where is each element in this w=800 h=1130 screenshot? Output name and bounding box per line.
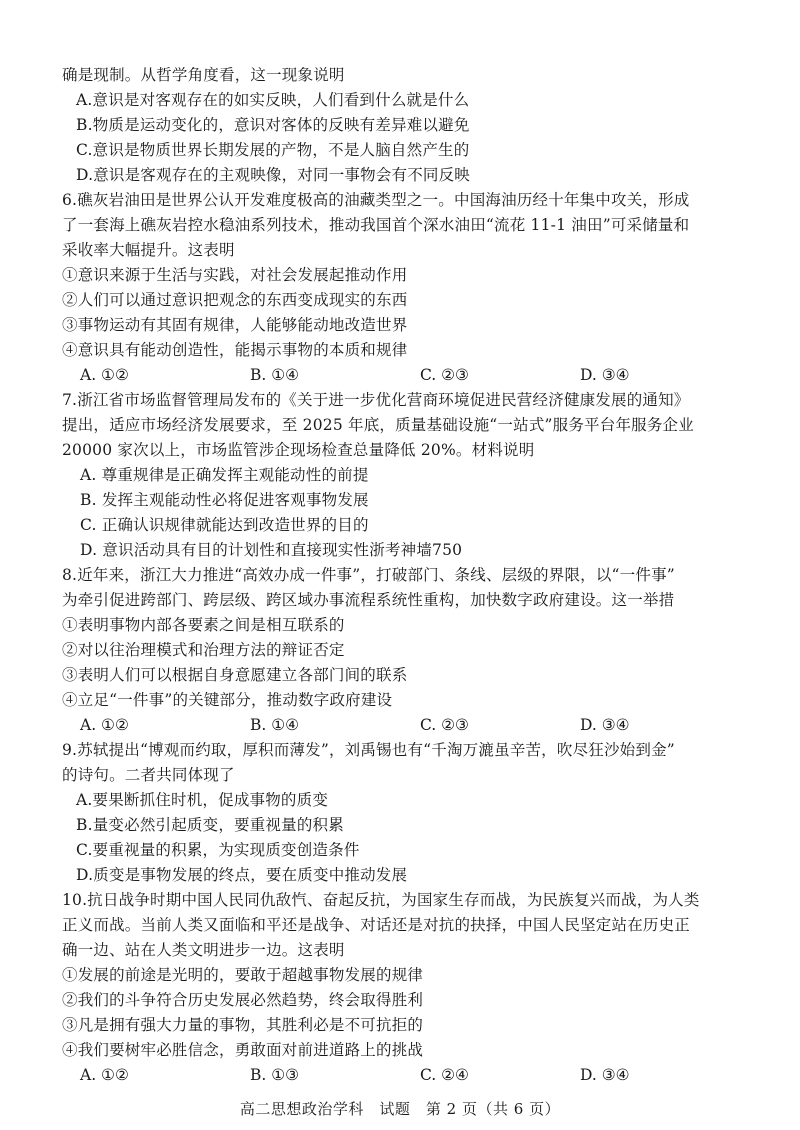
- q9-option-b: B.量变必然引起质变，要重视量的积累: [76, 816, 344, 834]
- q6-item-4: ④意识具有能动创造性，能揭示事物的本质和规律: [62, 341, 408, 359]
- q10-item-1: ①发展的前途是光明的，要敢于超越事物发展的规律: [62, 966, 424, 984]
- q9-option-a: A.要果断抓住时机，促成事物的质变: [76, 791, 329, 809]
- q8-stem-line-2: 为牵引促进跨部门、跨层级、跨区域办事流程系统性重构，加快数字政府建设。这一举措: [62, 591, 675, 609]
- q5-option-a: A.意识是对客观存在的如实反映，人们看到什么就是什么: [76, 91, 470, 109]
- q6-choice-c: C. ②③: [420, 366, 469, 384]
- q10-item-3: ③凡是拥有强大力量的事物，其胜利必是不可抗拒的: [62, 1016, 424, 1034]
- q6-choice-a: A. ①②: [80, 366, 129, 384]
- q6-item-1: ①意识来源于生活与实践，对社会发展起推动作用: [62, 266, 408, 284]
- q8-choice-c: C. ②③: [420, 716, 469, 734]
- q7-option-b: B. 发挥主观能动性必将促进客观事物发展: [80, 491, 369, 509]
- q8-choice-a: A. ①②: [80, 716, 129, 734]
- q7-option-d: D. 意识活动具有目的计划性和直接现实性浙考神墙750: [80, 541, 463, 559]
- q7-stem-line-3: 20000 家次以上，市场监管涉企现场检查总量降低 20%。材料说明: [62, 441, 535, 459]
- q5-stem-continuation: 确是现制。从哲学角度看，这一现象说明: [62, 66, 345, 84]
- q6-choice-d: D. ③④: [580, 366, 630, 384]
- q6-stem-line-1: 6.礁灰岩油田是世界公认开发难度极高的油藏类型之一。中国海油历经十年集中攻关，形成: [62, 191, 690, 209]
- q10-choice-b: B. ①③: [250, 1066, 300, 1084]
- q9-stem-line-2: 的诗句。二者共同体现了: [62, 766, 235, 784]
- q8-item-3: ③表明人们可以根据自身意愿建立各部门间的联系: [62, 666, 408, 684]
- q10-choice-a: A. ①②: [80, 1066, 129, 1084]
- q7-option-a: A. 尊重规律是正确发挥主观能动性的前提: [80, 466, 369, 484]
- q8-item-1: ①表明事物内部各要素之间是相互联系的: [62, 616, 345, 634]
- q10-stem-line-3: 确一边、站在人类文明进步一边。这表明: [62, 941, 345, 959]
- q10-item-4: ④我们要树牢必胜信念，勇敢面对前进道路上的挑战: [62, 1041, 424, 1059]
- q10-choice-d: D. ③④: [580, 1066, 630, 1084]
- q6-stem-line-3: 采收率大幅提升。这表明: [62, 241, 235, 259]
- q7-stem-line-1: 7.浙江省市场监督管理局发布的《关于进一步优化营商环境促进民营经济健康发展的通知》: [62, 391, 690, 409]
- q6-choice-b: B. ①④: [250, 366, 300, 384]
- q5-option-d: D.意识是客观存在的主观映像，对同一事物会有不同反映: [76, 166, 471, 184]
- q6-stem-line-2: 了一套海上礁灰岩控水稳油系列技术，推动我国首个深水油田“流花 11-1 油田”可采储量和: [62, 216, 690, 234]
- q9-option-d: D.质变是事物发展的终点，要在质变中推动发展: [76, 866, 408, 884]
- q8-item-4: ④立足“一件事”的关键部分，推动数字政府建设: [62, 691, 393, 709]
- page-footer: 高二思想政治学科 试题 第 2 页（共 6 页）: [239, 1100, 561, 1118]
- q10-choice-c: C. ②④: [420, 1066, 469, 1084]
- q9-option-c: C.要重视量的积累，为实现质变创造条件: [76, 841, 360, 859]
- q9-stem-line-1: 9.苏轼提出“博观而约取，厚积而薄发”，刘禹锡也有“千淘万漉虽辛苦，吹尽狂沙始到金”: [62, 741, 675, 759]
- q8-choice-b: B. ①④: [250, 716, 300, 734]
- q8-choice-d: D. ③④: [580, 716, 630, 734]
- q10-stem-line-2: 正义而战。当前人类又面临和平还是战争、对话还是对抗的抉择，中国人民坚定站在历史正: [62, 916, 691, 934]
- q10-item-2: ②我们的斗争符合历史发展必然趋势，终会取得胜利: [62, 991, 424, 1009]
- q5-option-c: C.意识是物质世界长期发展的产物，不是人脑自然产生的: [76, 141, 470, 159]
- q5-option-b: B.物质是运动变化的，意识对客体的反映有差异难以避免: [76, 116, 470, 134]
- q6-item-2: ②人们可以通过意识把观念的东西变成现实的东西: [62, 291, 408, 309]
- q8-item-2: ②对以往治理模式和治理方法的辩证否定: [62, 641, 345, 659]
- q7-option-c: C. 正确认识规律就能达到改造世界的目的: [80, 516, 369, 534]
- q6-item-3: ③事物运动有其固有规律，人能够能动地改造世界: [62, 316, 408, 334]
- q10-stem-line-1: 10.抗日战争时期中国人民同仇敌忾、奋起反抗，为国家生存而战，为民族复兴而战，为人类: [62, 891, 700, 909]
- q7-stem-line-2: 提出，适应市场经济发展要求，至 2025 年底，质量基础设施“一站式”服务平台年服务企业: [62, 416, 694, 434]
- q8-stem-line-1: 8.近年来，浙江大力推进“高效办成一件事”，打破部门、条线、层级的界限，以“一件事”: [62, 566, 675, 584]
